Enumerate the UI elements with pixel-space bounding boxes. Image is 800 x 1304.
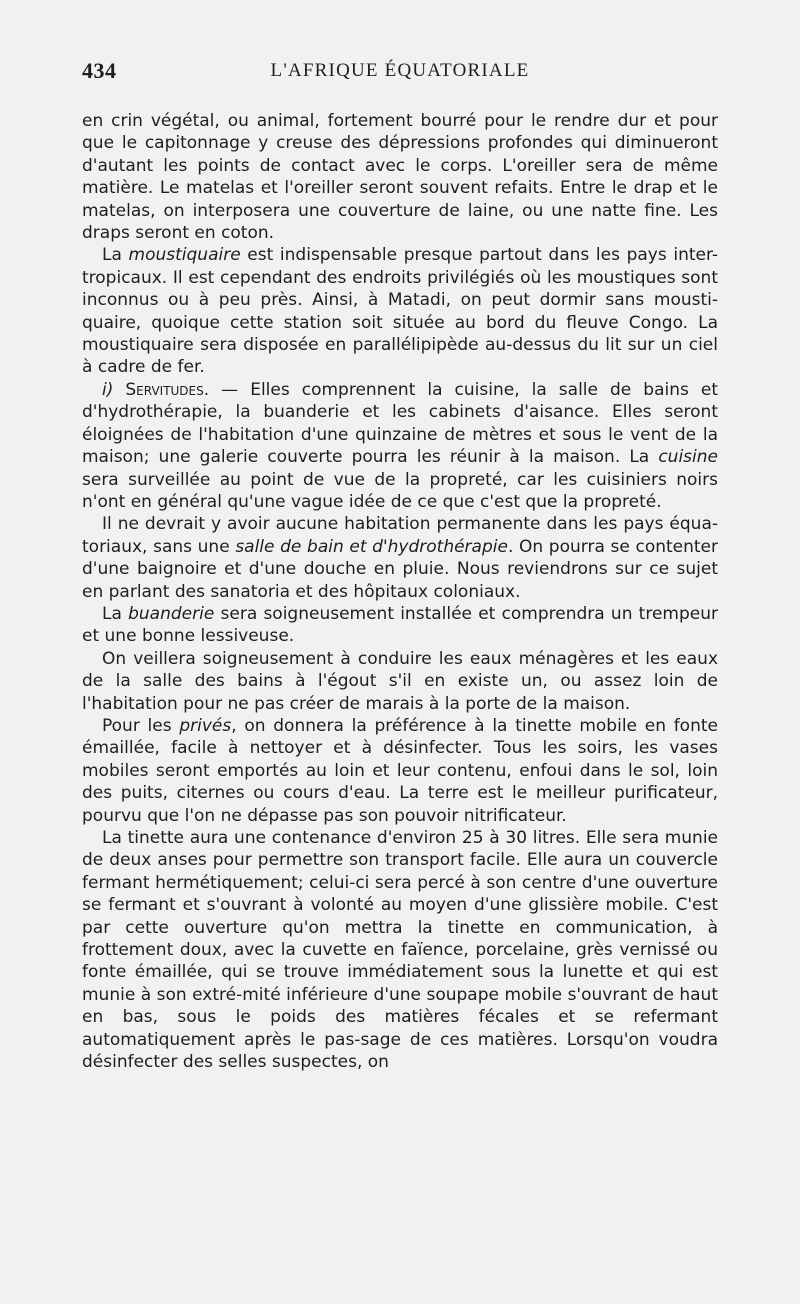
text-run: La	[102, 245, 129, 266]
paragraph-bathroom	[82, 513, 718, 603]
text-run: sera surveillée au point de vue de la propreté, car les cuisiniers noirs n'ont en général qu'une vague idée de ce que c'est que la propreté.	[82, 469, 718, 512]
term-moustiquaire: moustiquaire	[128, 245, 241, 266]
text-run: Pour les	[102, 715, 180, 736]
paragraph-privies	[82, 715, 718, 827]
text-run: , on donnera la préférence à la tinette mobile en fonte émaillée, facile à nettoyer et à désinfecter. Tous les soirs, les vases mobiles seront emportés au loin et leur contenu, enfoui dans le sol, loin des puits, citernes ou cours d'eau. La terre est le meilleur purificateur, pourvu que l'on ne dépasse pas son pouvoir nitrificateur.	[82, 715, 718, 826]
running-head	[82, 58, 718, 88]
text-run: . On pourra se contenter d'une baignoire et d'une douche en pluie. Nous reviendrons sur ce sujet en parlant des sanatoria et des hôpitaux coloniaux.	[82, 536, 719, 602]
term-cuisine: cuisine	[658, 447, 718, 468]
text-run: Il ne devrait y avoir aucune habitation permanente dans les pays équa-toriaux, sans une	[82, 514, 718, 557]
text-run: sera soigneusement installée et comprendra un trempeur et une bonne lessiveuse.	[82, 603, 718, 647]
paragraph-laundry	[82, 603, 718, 648]
paragraph-servitudes	[82, 379, 718, 513]
paragraph-tinette: La tinette aura une contenance d'environ 25 à 30 litres. Elle sera munie de deux anses pour permettre son transport facile. Elle aura un couvercle fermant hermétiquement; celui-ci sera percé à son centre d'une ouverture se fermant et s'ouvrant à volonté au moyen d'une glissière mobile. C'est par cette ouverture qu'on mettra la tinette en communication, à frottement doux, avec la cuvette en faïence, porcelaine, grès vernissé ou fonte émaillée, qui se trouve immédiatement sous la lunette et qui est munie à son extré-mité inférieure d'une soupape mobile s'ouvrant de haut en bas, sous le poids des matières fécales et se refermant automatiquement après le pas-sage de ces matières. Lorsqu'on voudra désinfecter des selles suspectes, on	[82, 828, 718, 1073]
page-number: 434	[82, 58, 117, 83]
body-text	[82, 110, 718, 1073]
term-salle-de-bain: salle de bain et d'hydrothérapie	[235, 536, 508, 557]
term-prives: privés	[179, 715, 232, 736]
paragraph-mosquito-net	[82, 244, 718, 378]
paragraph-bedding: en crin végétal, ou animal, fortement bourré pour le rendre dur et pour que le capitonnage y creuse des dépressions profondes qui diminueront d'autant les points de contact avec le corps. L'oreiller sera de même matière. Le matelas et l'oreiller seront souvent refaits. Entre le drap et le matelas, on interposera une couverture de laine, ou une natte fine. Les draps seront en coton.	[82, 111, 718, 244]
term-buanderie: buanderie	[128, 603, 215, 624]
section-label: i)	[102, 379, 126, 400]
text-run: — Elles comprennent la cuisine, la salle de bains et d'hydrothérapie, la buanderie et les cabinets d'aisance. Elles seront éloignées de l'habitation d'une quinzaine de mètres et sous le vent de la maison; une galerie couverte pourra les réunir à la maison. La	[82, 379, 719, 468]
text-run: La	[102, 603, 129, 624]
section-heading: Servitudes.	[125, 379, 210, 400]
paragraph-waste-water: On veillera soigneusement à conduire les eaux ménagères et les eaux de la salle des bains à l'égout s'il en existe un, ou assez loin de l'habitation pour ne pas créer de marais à la porte de la maison.	[82, 648, 718, 714]
text-run: est indispensable presque partout dans les pays inter-tropicaux. Il est cependant des endroits privilégiés où les moustiques sont inconnus ou à peu près. Ainsi, à Matadi, on peut dormir sans mousti-quaire, quoique cette station soit située au bord du fleuve Congo. La moustiquaire sera disposée en parallélipipède au-dessus du lit sur un ciel à cadre de fer.	[82, 245, 718, 378]
running-title: L'AFRIQUE ÉQUATORIALE	[270, 60, 530, 81]
